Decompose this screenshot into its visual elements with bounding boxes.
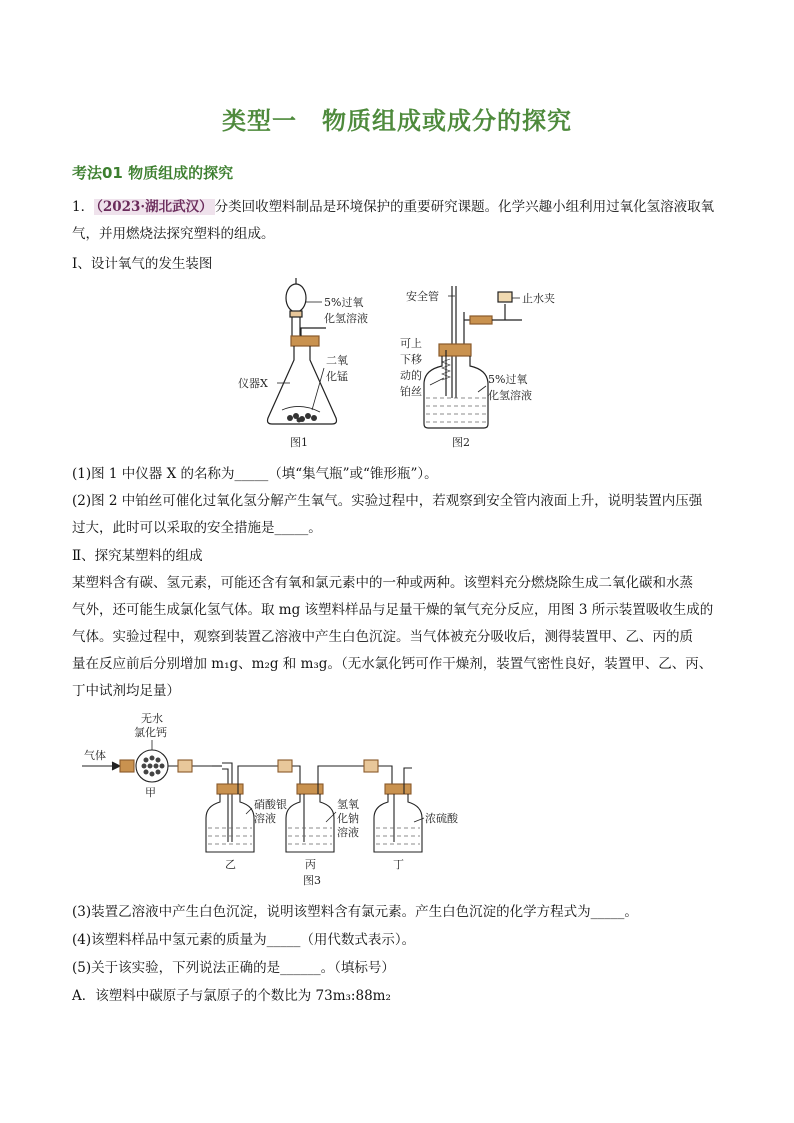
- question-number: 1．: [72, 199, 95, 215]
- fig3-r2-label-2: 化钠: [337, 812, 359, 825]
- paragraph-line-1: 某塑料含有碳、氢元素，可能还含有氧和氯元素中的一种或两种。该塑料充分燃烧除生成二氧化碳和水蒸: [72, 575, 693, 591]
- fig2-tube-label: 安全管: [406, 290, 439, 303]
- fig3-dryer-label-1: 无水: [141, 712, 163, 725]
- fig3-jia-label: 甲: [145, 786, 156, 799]
- question-1-part-5: (5)关于该实验，下列说法正确的是______。（填标号）: [72, 960, 395, 976]
- fig1-instrument-label: 仪器X: [238, 377, 268, 390]
- fig3-r2-label-1: 氢氧: [337, 798, 359, 811]
- fig3-dryer-label-2: 氯化钙: [134, 726, 167, 739]
- fig3-liquid-lines: [208, 828, 420, 844]
- page-title: 类型一 物质组成或成分的探究: [222, 107, 572, 135]
- fig3-gas-label: 气体: [84, 749, 106, 762]
- question-1-part-2-line-1: (2)图 2 中铂丝可催化过氧化氢分解产生氧气。实验过程中，若观察到安全管内液面上升，说明装置内压强: [72, 493, 703, 509]
- part-2-heading: Ⅱ、探究某塑料的组成: [72, 548, 203, 564]
- question-1-part-3: (3)装置乙溶液中产生白色沉淀，说明该塑料含有氯元素。产生白色沉淀的化学方程式为_____。: [72, 904, 638, 920]
- paragraph-line-2: 气外，还可能生成氯化氢气体。取 mg 该塑料样品与足量干燥的氧气充分反应，用图 3 所示装置吸收生成的: [72, 602, 714, 618]
- fig1-catalyst-label-1: 二氧: [326, 354, 348, 367]
- fig2-wire-label-1: 可上: [400, 337, 422, 350]
- paragraph-line-4: 量在反应前后分别增加 m₁g、m₂g 和 m₃g。（无水氯化钙可作干燥剂，装置气密性良好，装置甲、乙、丙、: [72, 656, 713, 672]
- fig2-clamp-label: 止水夹: [522, 292, 555, 305]
- stem-line-1: 分类回收塑料制品是环境保护的重要研究课题。化学兴趣小组利用过氧化氢溶液取氧: [214, 199, 715, 215]
- absorption-apparatus: [82, 750, 422, 852]
- fig2-caption: 图2: [452, 436, 470, 449]
- fig1-reagent-label-1: 5%过氧: [324, 296, 364, 309]
- source-badge: （2023·湖北武汉）: [96, 199, 213, 215]
- option-a: A．该塑料中碳原子与氯原子的个数比为 73m₃:88m₂: [72, 988, 391, 1004]
- fig3-ding-label: 丁: [393, 858, 404, 871]
- question-1-part-1: (1)图 1 中仪器 X 的名称为_____（填“集气瓶”或“锥形瓶”）。: [72, 466, 438, 482]
- stem-line-2: 气，并用燃烧法探究塑料的组成。: [72, 226, 275, 242]
- fig2-wire-label-3: 动的: [400, 369, 422, 382]
- fig2-wire-label-4: 铂丝: [400, 385, 422, 398]
- fig1-reagent-label-2: 化氢溶液: [324, 312, 368, 325]
- fig3-r1-label-2: 溶液: [254, 812, 276, 825]
- fig3-r3-label: 浓硫酸: [425, 812, 458, 825]
- fig3-caption: 图3: [303, 874, 321, 887]
- fig3-bing-label: 丙: [305, 858, 316, 871]
- section-heading: 考法01 物质组成的探究: [72, 164, 234, 182]
- part-1-heading: Ⅰ、设计氧气的发生装图: [72, 256, 213, 272]
- paragraph-line-3: 气体。实验过程中，观察到装置乙溶液中产生白色沉淀。当气体被充分吸收后，测得装置甲、乙、丙的质: [72, 629, 693, 645]
- fig3-r2-label-3: 溶液: [337, 826, 359, 839]
- fig1-caption: 图1: [290, 436, 308, 449]
- question-1-part-4: (4)该塑料样品中氢元素的质量为_____（用代数式表示）。: [72, 932, 416, 948]
- fig2-wire-label-2: 下移: [400, 353, 422, 366]
- fig3-yi-label: 乙: [225, 858, 236, 871]
- fig2-solution-label-2: 化氢溶液: [488, 389, 532, 402]
- fig3-r1-label-1: 硝酸银: [254, 798, 287, 811]
- fig1-catalyst-label-2: 化锰: [326, 370, 348, 383]
- question-1-part-2-line-2: 过大，此时可以采取的安全措施是_____。: [72, 520, 322, 536]
- paragraph-line-5: 丁中试剂均足量）: [72, 683, 180, 699]
- fig2-solution-label-1: 5%过氧: [488, 373, 528, 386]
